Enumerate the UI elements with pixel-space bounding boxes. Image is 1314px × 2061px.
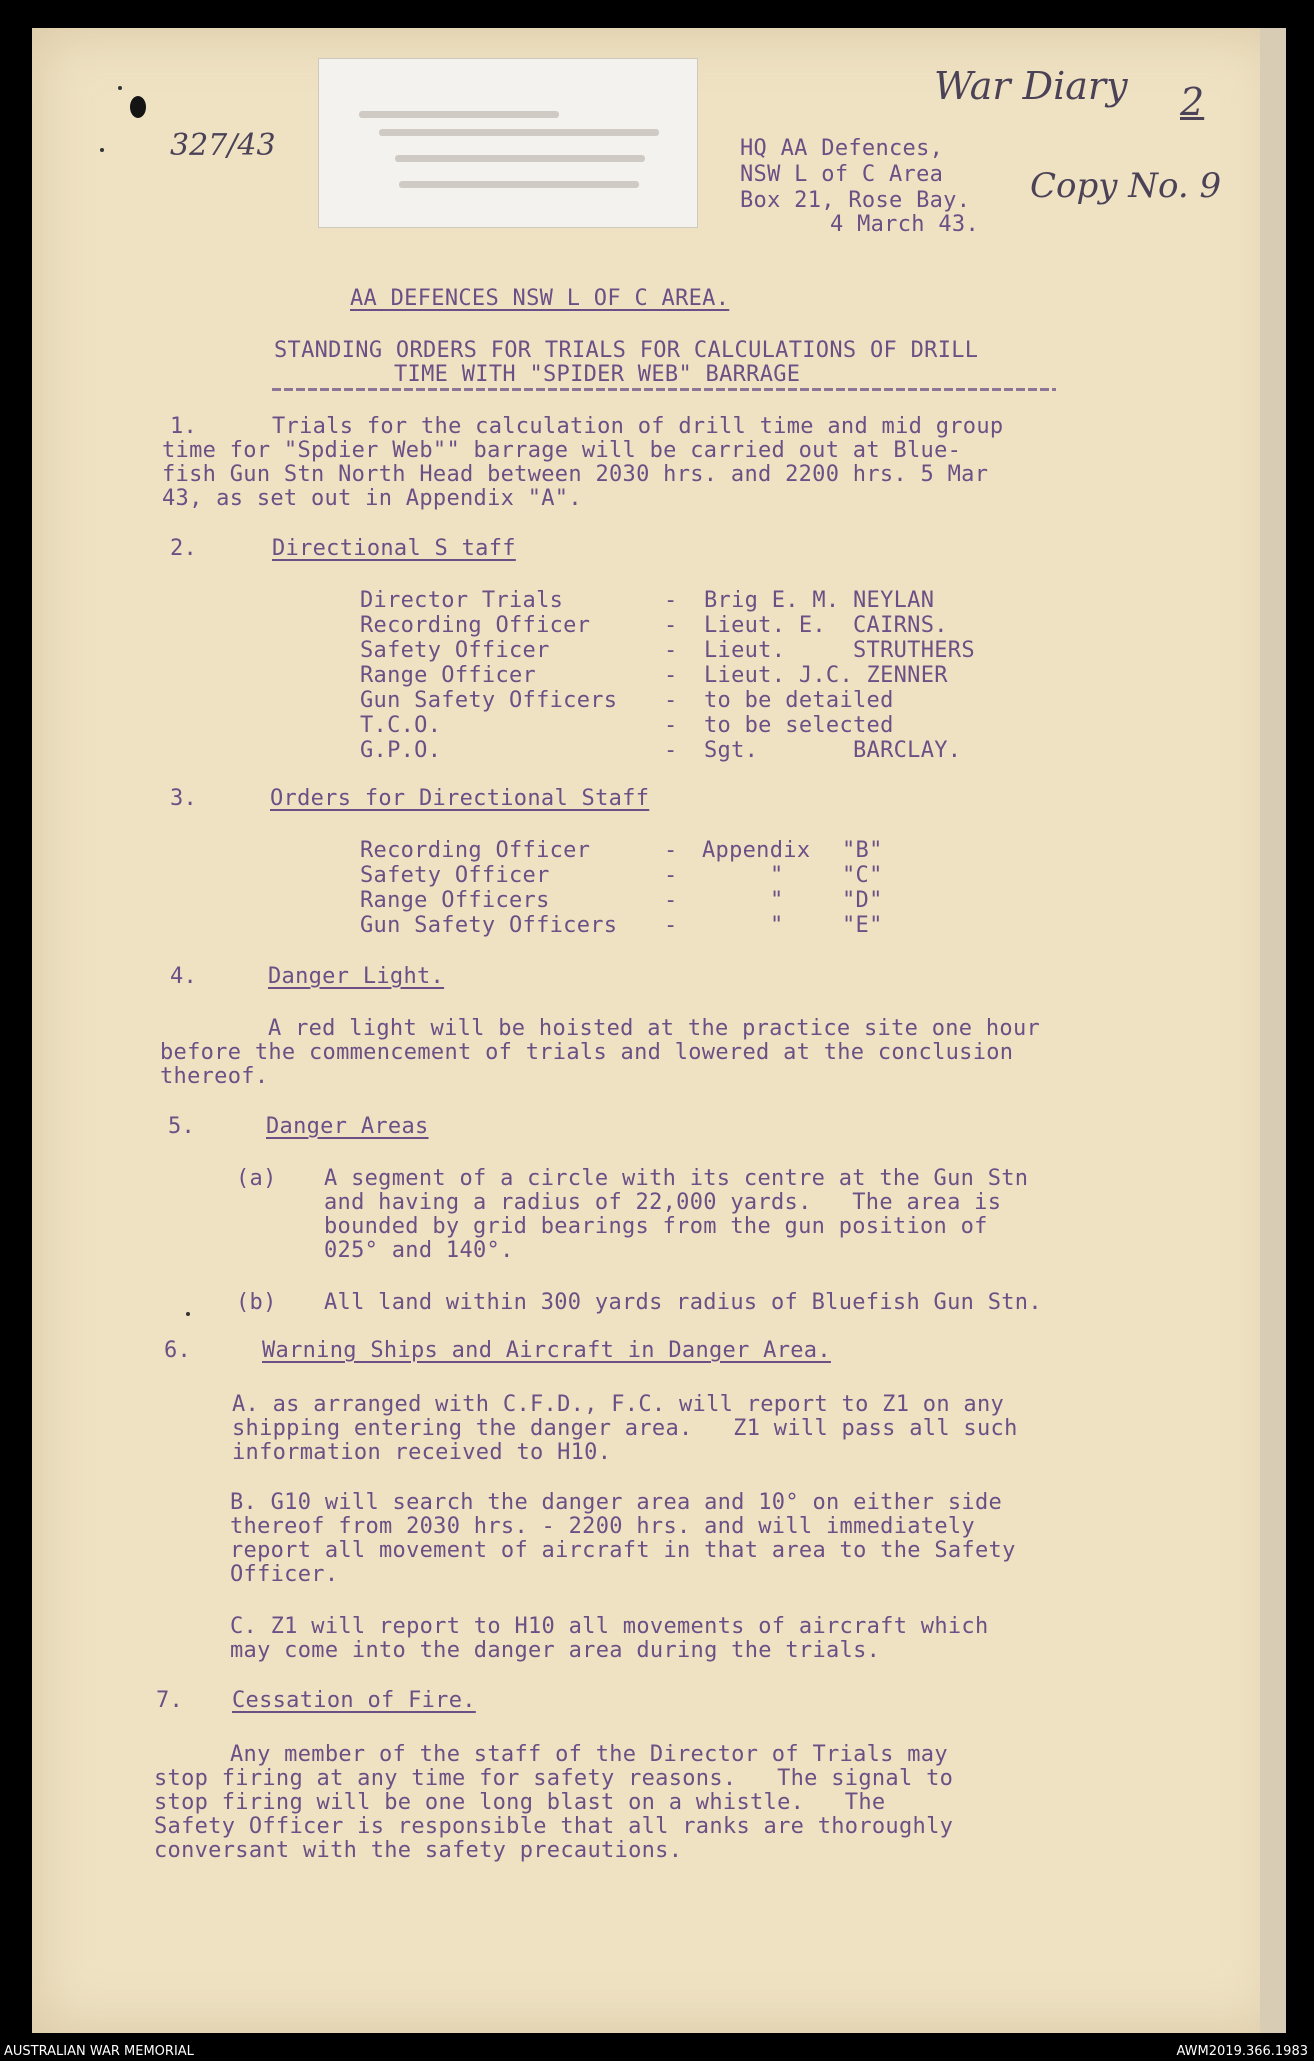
para-6a-line: information received to H10.	[232, 1440, 612, 1465]
para-1-line: Trials for the calculation of drill time and mid group	[272, 414, 1004, 439]
header-line-2: NSW L of C Area	[740, 162, 944, 187]
para-7-line: conversant with the safety precautions.	[154, 1838, 683, 1863]
para-2-number: 2.	[170, 536, 198, 561]
para-6c-line: may come into the danger area during the trials.	[230, 1638, 881, 1663]
staff-role: Director Trials	[360, 588, 564, 613]
para-6a-line: A. as arranged with C.F.D., F.C. will report to Z1 on any	[232, 1392, 1005, 1417]
staff-role: Range Officer	[360, 663, 537, 688]
handwritten-war-diary: War Diary	[934, 64, 1128, 108]
ink-mark	[100, 148, 104, 152]
staff-role: Safety Officer	[360, 638, 550, 663]
orders-ref: "	[770, 888, 784, 913]
orders-ref: "	[770, 913, 784, 938]
orders-appendix: "C"	[842, 863, 883, 888]
staff-name: Brig E. M. NEYLAN	[704, 588, 935, 613]
para-1-line: fish Gun Stn North Head between 2030 hrs. and 2200 hrs. 5 Mar	[162, 462, 989, 487]
para-6b-line: B. G10 will search the danger area and 10° on either side	[230, 1490, 1003, 1515]
staff-name: Lieut. E. CAIRNS.	[704, 613, 948, 638]
para-4-line: A red light will be hoisted at the practice site one hour	[268, 1016, 1041, 1041]
para-6b-line: report all movement of aircraft in that area to the Safety	[230, 1538, 1016, 1563]
para-4-line: before the commencement of trials and lowered at the conclusion	[160, 1040, 1014, 1065]
para-5-heading: Danger Areas	[266, 1114, 429, 1139]
para-5a-line: A segment of a circle with its centre at the Gun Stn	[324, 1166, 1029, 1191]
para-7-heading: Cessation of Fire.	[232, 1688, 476, 1713]
para-5-number: 5.	[168, 1114, 196, 1139]
para-6c-line: C. Z1 will report to H10 all movements of aircraft which	[230, 1614, 989, 1639]
archive-id: AWM2019.366.1983	[1176, 2044, 1308, 2059]
orders-sep: -	[664, 888, 678, 913]
orders-sep: -	[664, 913, 678, 938]
document-subtitle-1: STANDING ORDERS FOR TRIALS FOR CALCULATIONS OF DRILL	[274, 338, 979, 363]
orders-role: Gun Safety Officers	[360, 913, 618, 938]
header-line-1: HQ AA Defences,	[740, 136, 944, 161]
staff-sep: -	[664, 688, 678, 713]
para-4-heading: Danger Light.	[268, 964, 445, 989]
staff-name: to be detailed	[704, 688, 894, 713]
document-title: AA DEFENCES NSW L OF C AREA.	[350, 286, 730, 311]
staff-sep: -	[664, 613, 678, 638]
handwritten-number: 2	[1180, 80, 1205, 124]
staff-name: Lieut. STRUTHERS	[704, 638, 975, 663]
para-7-number: 7.	[156, 1688, 184, 1713]
staff-name: Sgt. BARCLAY.	[704, 738, 962, 763]
para-5a-line: and having a radius of 22,000 yards. The area is	[324, 1190, 1002, 1215]
staff-sep: -	[664, 638, 678, 663]
orders-appendix: "D"	[842, 888, 883, 913]
orders-appendix: "B"	[842, 838, 883, 863]
para-6b-line: Officer.	[230, 1562, 339, 1587]
para-6a-line: shipping entering the danger area. Z1 will pass all such	[232, 1416, 1018, 1441]
para-4-number: 4.	[170, 964, 198, 989]
orders-role: Recording Officer	[360, 838, 591, 863]
handwritten-file-number: 327/43	[170, 128, 276, 163]
staff-sep: -	[664, 663, 678, 688]
archive-credit: AUSTRALIAN WAR MEMORIAL	[4, 2044, 194, 2059]
staff-role: G.P.O.	[360, 738, 442, 763]
staff-sep: -	[664, 588, 678, 613]
orders-sep: -	[664, 838, 678, 863]
para-5a-line: bounded by grid bearings from the gun position of	[324, 1214, 988, 1239]
ink-mark	[186, 1312, 190, 1316]
para-1-line: time for "Spdier Web"" barrage will be carried out at Blue-	[162, 438, 962, 463]
para-1-number: 1.	[170, 414, 198, 439]
punch-hole	[130, 96, 146, 118]
staff-name: Lieut. J.C. ZENNER	[704, 663, 948, 688]
orders-appendix: "E"	[842, 913, 883, 938]
para-6-heading: Warning Ships and Aircraft in Danger Area.	[262, 1338, 831, 1363]
staff-role: Gun Safety Officers	[360, 688, 618, 713]
para-7-line: stop firing will be one long blast on a whistle. The	[154, 1790, 886, 1815]
para-5b-line: All land within 300 yards radius of Bluefish Gun Stn.	[324, 1290, 1042, 1315]
document-subtitle-2: TIME WITH "SPIDER WEB" BARRAGE	[394, 362, 801, 387]
orders-role: Range Officers	[360, 888, 550, 913]
ink-mark	[118, 86, 122, 90]
handwritten-copy-number: Copy No. 9	[1030, 166, 1222, 206]
staff-sep: -	[664, 713, 678, 738]
para-6-number: 6.	[164, 1338, 192, 1363]
staff-name: to be selected	[704, 713, 894, 738]
para-6b-line: thereof from 2030 hrs. - 2200 hrs. and will immediately	[230, 1514, 975, 1539]
para-1-line: 43, as set out in Appendix "A".	[162, 486, 582, 511]
orders-ref: "	[770, 863, 784, 888]
para-4-line: thereof.	[160, 1064, 269, 1089]
staff-sep: -	[664, 738, 678, 763]
header-date: 4 March 43.	[830, 212, 979, 237]
para-7-line: Safety Officer is responsible that all ranks are thoroughly	[154, 1814, 954, 1839]
para-2-heading: Directional S taff	[272, 536, 516, 561]
orders-sep: -	[664, 863, 678, 888]
header-line-3: Box 21, Rose Bay.	[740, 188, 971, 213]
para-7-line: stop firing at any time for safety reasons. The signal to	[154, 1766, 954, 1791]
page-edge	[1260, 28, 1286, 2033]
para-5a-line: 025° and 140°.	[324, 1238, 514, 1263]
subtitle-rule	[272, 388, 1056, 391]
para-7-line: Any member of the staff of the Director of Trials may	[230, 1742, 948, 1767]
orders-ref: Appendix	[702, 838, 811, 863]
para-3-heading: Orders for Directional Staff	[270, 786, 650, 811]
para-5b-label: (b)	[236, 1290, 277, 1315]
para-3-number: 3.	[170, 786, 198, 811]
pasted-label	[318, 58, 698, 228]
staff-role: T.C.O.	[360, 713, 442, 738]
staff-role: Recording Officer	[360, 613, 591, 638]
para-5a-label: (a)	[236, 1166, 277, 1191]
orders-role: Safety Officer	[360, 863, 550, 888]
